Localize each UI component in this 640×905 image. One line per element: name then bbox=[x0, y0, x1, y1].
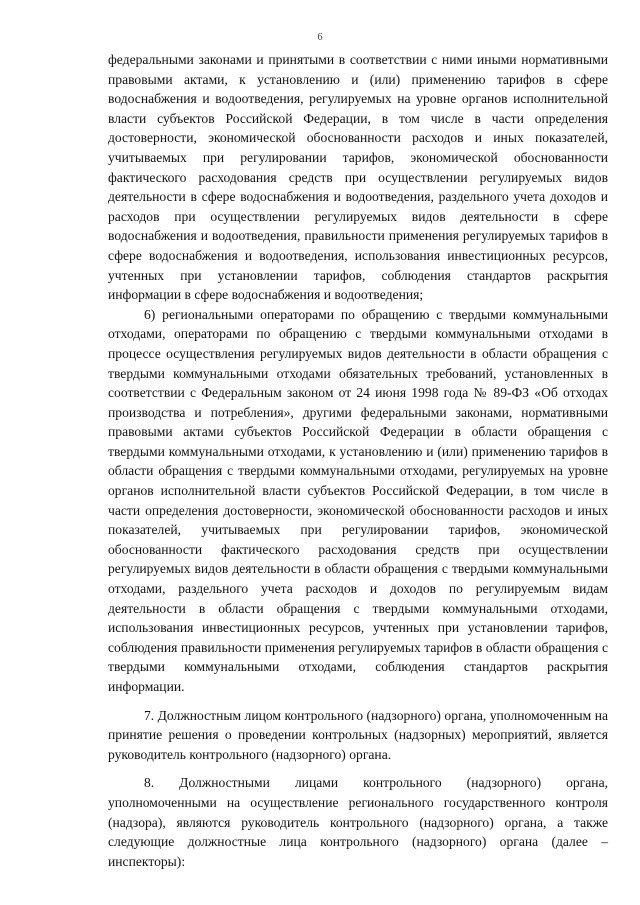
paragraph-continuation: федеральными законами и принятыми в соответствии с ними иными нормативными правовыми актами, к установлению и (или) применению тарифов в сфере водоснабжения и водоотведения, регулируемых на уровне органов исполнительной власти субъектов Российской Федерации, в том числе в части определения достоверности, экономической обоснованности расходов и иных показателей, учитываемых при регулировании тарифов, экономической обоснованности фактического расходования средств при осуществлении регулируемых видов деятельности в сфере водоснабжения и водоотведения, раздельного учета доходов и расходов при осуществлении регулируемых видов деятельности в сфере водоснабжения и водоотведения, правильности применения регулируемых тарифов в сфере водоснабжения и водоотведения, использования инвестиционных ресурсов, учтенных при установлении тарифов, соблюдения стандартов раскрытия информации в сфере водоснабжения и водоотведения; bbox=[108, 52, 608, 303]
page-number: 6 bbox=[317, 32, 323, 43]
paragraph-item-7: 7. Должностным лицом контрольного (надзорного) органа, уполномоченным на принятие решения о проведении контрольных (надзорных) мероприятий, является руководитель контрольного (надзорного) органа. bbox=[108, 707, 608, 762]
paragraph-item-6: 6) региональными операторами по обращению с твердыми коммунальными отходами, операторами по обращению с твердыми коммунальными отходами в процессе осуществления регулируемых видов деятельности в области обращения с твердыми коммунальными отходами обязательных требований, установленных в соответствии с Федеральным законом от 24 июня 1998 года № 89-ФЗ «Об отходах производства и потребления», другими федеральными законами, нормативными правовыми актами субъектов Российской Федерации в области обращения с твердыми коммунальными отходами, к установлению и (или) применению тарифов в области обращения с твердыми коммунальными отходами, регулируемых на уровне органов исполнительной власти субъектов Российской Федерации, в том числе в части определения достоверности, экономической обоснованности расходов и иных показателей, учитываемых при регулировании тарифов, экономической обоснованности фактического расходования средств при осуществлении регулируемых видов деятельности в области обращения с твердыми коммунальными отходами, раздельного учета расходов и доходов по регулируемым видам деятельности в области обращения с твердыми коммунальными отходами, использования инвестиционных ресурсов, учтенных при установлении тарифов, соблюдения правильности применения регулируемых тарифов в области обращения с твердыми коммунальными отходами, соблюдения стандартов раскрытия информации. bbox=[108, 306, 608, 694]
paragraph-item-8: 8. Должностными лицами контрольного (надзорного) органа, уполномоченными на осуществление регионального государственного контроля (надзора), являются руководитель контрольного (надзорного) органа, а также следующие должностные лица контрольного (надзорного) органа (далее – инспекторы): bbox=[108, 775, 608, 869]
document-body bbox=[108, 50, 608, 871]
